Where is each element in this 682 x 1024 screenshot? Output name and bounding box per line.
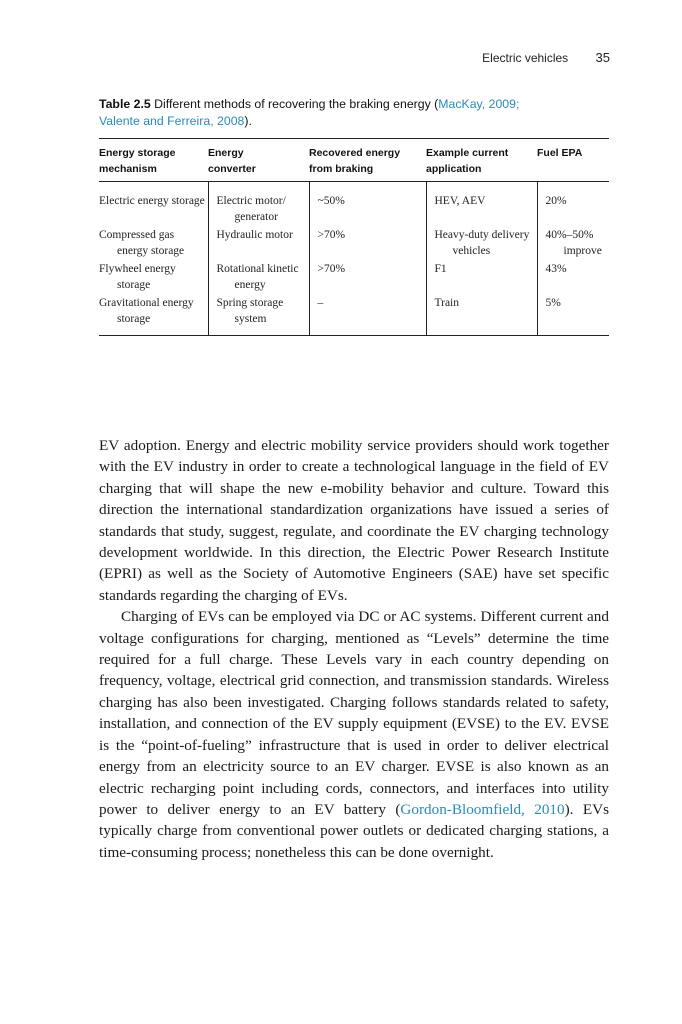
table-caption [99, 96, 614, 130]
table-cell: Train [426, 295, 537, 336]
column-header: Energy storage mechanism [99, 139, 208, 182]
column-header: Example current application [426, 139, 537, 182]
citation-link[interactable]: MacKay, 2009; [438, 97, 520, 111]
table-cell: Electric motor/ generator [208, 182, 309, 228]
table-cell: 5% [537, 295, 609, 336]
table-cell: 40%–50% improve [537, 227, 609, 261]
table-cell: – [309, 295, 426, 336]
table-row [99, 295, 609, 336]
caption-end: ). [244, 114, 252, 128]
body-text [99, 435, 609, 863]
table-cell: Hydraulic motor [208, 227, 309, 261]
braking-energy-table [99, 138, 609, 336]
table-cell: Flywheel energy storage [99, 263, 176, 291]
table-row [99, 227, 609, 261]
table-cell: Compressed gas energy storage [99, 229, 185, 257]
citation-link[interactable]: Valente and Ferreira, 2008 [99, 114, 245, 128]
table-cell: Electric energy storage [99, 195, 205, 207]
paragraph: EV adoption. Energy and electric mobility service providers should work together with the EV industry in order to create a technological language in the field of EV charging that will shape the new e-mobility behavior and culture. Toward this direction the international standardization organizations have issued a series of standards that study, suggest, regulate, and coordinate the EV charging technology development worldwide. In this direction, the Electric Power Research Institute (EPRI) as well as the Society of Automotive Engineers (SAE) have set specific standards regarding the charging of EVs. [99, 437, 609, 604]
table-cell: ~50% [309, 182, 426, 228]
table-cell: 43% [537, 261, 609, 295]
table-row [99, 261, 609, 295]
table-row [99, 182, 609, 228]
column-header: Energy converter [208, 139, 309, 182]
table-cell: Heavy-duty delivery vehicles [426, 227, 537, 261]
table-label: Table 2.5 [99, 97, 151, 111]
table-cell: Gravitational energy storage [99, 295, 208, 336]
caption-text: Different methods of recovering the braking energy ( [150, 97, 439, 111]
column-header: Fuel EPA [537, 139, 609, 182]
table-cell: 20% [537, 182, 609, 228]
citation-link[interactable]: Gordon-Bloomfield, 2010 [400, 800, 565, 818]
table-cell: >70% [309, 227, 426, 261]
running-head [482, 50, 610, 65]
table-cell: Spring storage system [208, 295, 309, 336]
column-header: Recovered energy from braking [309, 139, 426, 182]
table-header-row [99, 139, 609, 182]
page-number: 35 [595, 50, 610, 65]
paragraph: Charging of EVs can be employed via DC or AC systems. Different current and voltage configurations for charging, mentioned as “Levels” determine the time required for a full charge. These Levels vary in each country depending on frequency, voltage, electrical grid connection, and transmission standards. Wireless charging has also been investigated. Charging follows standards related to safety, installation, and connection of the EV supply equipment (EVSE) to the EV. EVSE is the “point-of-fueling” infrastructure that is used in order to deliver electrical energy from an electricity source to an EV charger. EVSE is also known as an electric recharging point including cords, connectors, and interfaces into utility power to deliver energy to an EV battery (Gordon-Bloomfield, 2010). EVs typically charge from conventional power outlets or dedicated charging stations, a time-consuming process; nonetheless this can be done overnight. [99, 608, 610, 861]
running-head-title: Electric vehicles [482, 51, 569, 65]
table-cell: HEV, AEV [426, 182, 537, 228]
table-cell: >70% [309, 261, 426, 295]
table-cell: F1 [426, 261, 537, 295]
table-cell: Rotational kinetic energy [208, 261, 309, 295]
